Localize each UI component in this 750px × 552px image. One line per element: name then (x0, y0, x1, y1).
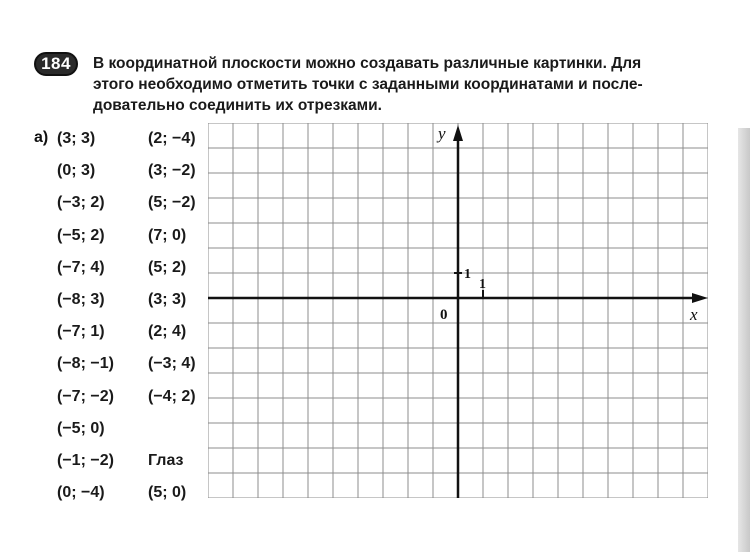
task-statement (93, 53, 718, 116)
x-axis-arrow (692, 293, 708, 303)
point-entry: (2; −4) (148, 130, 196, 147)
page-edge-shadow (738, 128, 750, 552)
point-entry: (−7; −2) (57, 387, 114, 405)
point-entry: (7; 0) (148, 226, 187, 244)
point-entry: (3; −2) (148, 162, 196, 180)
unit-y-label: 1 (464, 267, 471, 282)
point-entry: (−3; 4) (148, 355, 196, 373)
point-entry: (−7; 4) (57, 258, 105, 276)
point-entry: (5; 2) (148, 258, 187, 276)
point-entry: (−5; 2) (57, 226, 105, 244)
coordinate-plane (208, 123, 708, 503)
point-entry: (2; 4) (148, 323, 187, 341)
coordinate-grid-svg (208, 123, 708, 498)
point-entry: (−8; 3) (57, 290, 105, 308)
unit-x-label: 1 (479, 277, 486, 292)
point-entry: (5; 0) (148, 484, 187, 502)
eye-label: Глаз (148, 451, 184, 469)
point-entry: (0; 3) (57, 162, 96, 180)
point-entry: (−7; 1) (57, 323, 105, 341)
part-a-label: а) (34, 129, 49, 146)
y-axis-arrow (453, 125, 463, 141)
point-entry: (−3; 2) (57, 194, 105, 212)
y-axis-label: y (438, 124, 446, 143)
task-number: 184 (41, 54, 71, 73)
points-column-1 (57, 129, 114, 515)
origin-label: 0 (440, 307, 448, 323)
point-entry: (−5; 0) (57, 419, 105, 437)
point-entry: (3; 3) (148, 290, 187, 308)
point-entry: (−8; −1) (57, 355, 114, 373)
x-axis-label: x (690, 305, 698, 324)
task-line-2: этого необходимо отметить точки с заданными координатами и после- (93, 76, 643, 93)
point-entry-empty (148, 419, 196, 451)
point-entry: (0; −4) (57, 484, 105, 502)
task-line-3: довательно соединить их отрезками. (93, 97, 382, 114)
point-entry: (5; −2) (148, 194, 196, 212)
point-entry: (−4; 2) (148, 387, 196, 405)
points-column-2 (148, 129, 196, 515)
task-line-1: В координатной плоскости можно создавать различные картинки. Для (93, 55, 642, 72)
point-entry: (3; 3) (57, 130, 96, 147)
task-number-badge (34, 52, 78, 76)
point-entry: (−1; −2) (57, 451, 114, 469)
